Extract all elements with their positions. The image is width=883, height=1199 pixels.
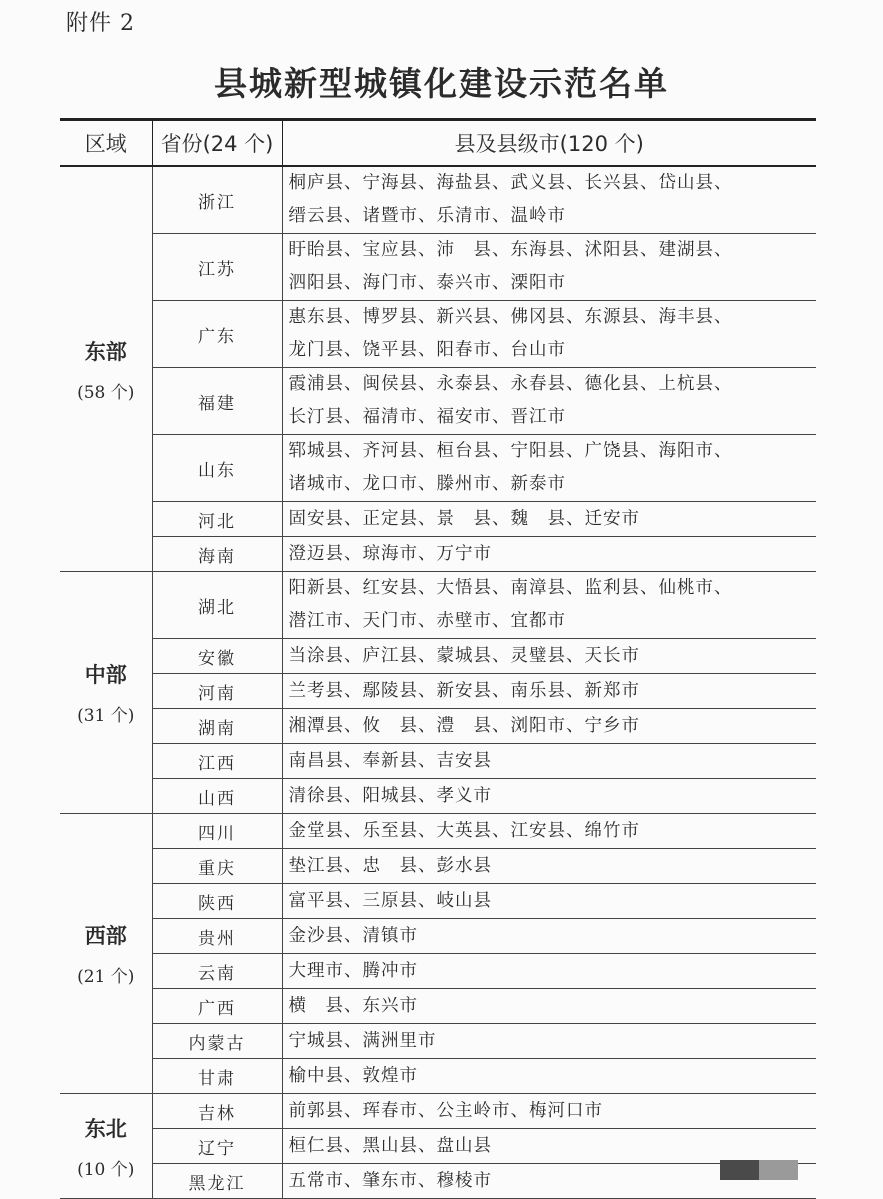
province-cell: 山东 <box>152 435 282 502</box>
header-counties: 县及县级市(120 个) <box>282 120 816 167</box>
province-cell: 广东 <box>152 301 282 368</box>
province-cell: 江西 <box>152 744 282 779</box>
province-cell: 吉林 <box>152 1094 282 1129</box>
counties-cell <box>282 166 816 234</box>
table-row <box>60 954 816 989</box>
county-line: 霞浦县、闽侯县、永泰县、永春县、德化县、上杭县、 <box>288 374 733 394</box>
counties-cell <box>282 435 816 502</box>
table-row <box>60 1059 816 1094</box>
counties-cell <box>282 919 816 954</box>
province-cell: 辽宁 <box>152 1129 282 1164</box>
counties-cell <box>282 1129 816 1164</box>
table-row <box>60 1024 816 1059</box>
document-title: 县城新型城镇化建设示范名单 <box>214 64 669 103</box>
region-name: 西部 <box>84 924 127 948</box>
table-row <box>60 639 816 674</box>
county-line: 湘潭县、攸 县、澧 县、浏阳市、宁乡市 <box>288 715 640 736</box>
county-line: 惠东县、博罗县、新兴县、佛冈县、东源县、海丰县、 <box>288 307 733 327</box>
province-cell: 内蒙古 <box>152 1024 282 1059</box>
county-line: 南昌县、奉新县、吉安县 <box>288 750 492 771</box>
region-cell <box>60 1094 152 1199</box>
counties-cell <box>282 674 816 709</box>
counties-cell <box>282 814 816 849</box>
county-line: 宁城县、满洲里市 <box>288 1030 437 1051</box>
province-cell: 湖北 <box>152 572 282 639</box>
counties-cell <box>282 989 816 1024</box>
counties-cell <box>282 368 816 435</box>
header-row <box>60 120 816 167</box>
table-row <box>60 1164 816 1199</box>
province-cell: 江苏 <box>152 234 282 301</box>
county-line: 大理市、腾冲市 <box>288 960 418 981</box>
county-line: 泗阳县、海门市、泰兴市、溧阳市 <box>288 273 566 293</box>
county-line: 垫江县、忠 县、彭水县 <box>288 855 492 876</box>
demonstration-list-table <box>60 118 816 1199</box>
county-line: 潜江市、天门市、赤壁市、宜都市 <box>288 611 566 631</box>
province-cell: 山西 <box>152 779 282 814</box>
county-line: 五常市、肇东市、穆棱市 <box>288 1170 492 1191</box>
counties-cell <box>282 502 816 537</box>
table-row <box>60 234 816 301</box>
county-line: 桓仁县、黑山县、盘山县 <box>288 1135 492 1156</box>
region-count: (31 个) <box>77 706 135 726</box>
counties-cell <box>282 884 816 919</box>
counties-cell <box>282 1094 816 1129</box>
region-count: (21 个) <box>77 967 135 987</box>
county-line: 桐庐县、宁海县、海盐县、武义县、长兴县、岱山县、 <box>288 173 733 193</box>
county-line: 富平县、三原县、岐山县 <box>288 890 492 911</box>
county-line: 澄迈县、琼海市、万宁市 <box>288 543 492 564</box>
table-row <box>60 884 816 919</box>
county-line: 固安县、正定县、景 县、魏 县、迁安市 <box>288 508 640 529</box>
counties-cell <box>282 849 816 884</box>
table-row <box>60 368 816 435</box>
province-cell: 重庆 <box>152 849 282 884</box>
table-body <box>60 166 816 1199</box>
table-row <box>60 779 816 814</box>
table-row <box>60 502 816 537</box>
county-line: 金堂县、乐至县、大英县、江安县、绵竹市 <box>288 820 640 841</box>
region-count: (58 个) <box>77 382 135 403</box>
table-row <box>60 674 816 709</box>
counties-cell <box>282 639 816 674</box>
province-cell: 贵州 <box>152 919 282 954</box>
table-row <box>60 919 816 954</box>
county-line: 郓城县、齐河县、桓台县、宁阳县、广饶县、海阳市、 <box>288 441 733 461</box>
province-cell: 黑龙江 <box>152 1164 282 1199</box>
province-cell: 云南 <box>152 954 282 989</box>
province-cell: 河北 <box>152 502 282 537</box>
county-line: 金沙县、清镇市 <box>288 925 418 946</box>
county-line: 前郭县、珲春市、公主岭市、梅河口市 <box>288 1100 603 1121</box>
region-cell <box>60 166 152 572</box>
counties-cell <box>282 709 816 744</box>
region-cell <box>60 814 152 1094</box>
province-cell: 河南 <box>152 674 282 709</box>
table-row <box>60 435 816 502</box>
province-cell: 福建 <box>152 368 282 435</box>
county-line: 长汀县、福清市、福安市、晋江市 <box>288 407 566 427</box>
counties-cell <box>282 537 816 572</box>
header-region: 区域 <box>60 120 152 167</box>
attachment-label: 附件 2 <box>66 11 135 36</box>
table-row <box>60 1129 816 1164</box>
counties-cell <box>282 234 816 301</box>
province-cell: 甘肃 <box>152 1059 282 1094</box>
county-line: 诸城市、龙口市、滕州市、新泰市 <box>288 474 566 494</box>
county-line: 盱眙县、宝应县、沛 县、东海县、沭阳县、建湖县、 <box>288 240 733 260</box>
counties-cell <box>282 954 816 989</box>
table-row <box>60 989 816 1024</box>
counties-cell <box>282 1059 816 1094</box>
table-row <box>60 166 816 234</box>
county-line: 缙云县、诸暨市、乐清市、温岭市 <box>288 206 566 226</box>
county-line: 阳新县、红安县、大悟县、南漳县、监利县、仙桃市、 <box>288 578 733 598</box>
county-line: 龙门县、饶平县、阳春市、台山市 <box>288 340 566 360</box>
region-cell <box>60 572 152 814</box>
table-row <box>60 814 816 849</box>
table-row <box>60 537 816 572</box>
counties-cell <box>282 744 816 779</box>
province-cell: 湖南 <box>152 709 282 744</box>
counties-cell <box>282 1024 816 1059</box>
counties-cell <box>282 301 816 368</box>
province-cell: 海南 <box>152 537 282 572</box>
table-row <box>60 572 816 639</box>
table-row <box>60 301 816 368</box>
region-name: 中部 <box>84 663 127 687</box>
region-name: 东北 <box>84 1116 127 1141</box>
counties-cell <box>282 572 816 639</box>
province-cell: 广西 <box>152 989 282 1024</box>
province-cell: 安徽 <box>152 639 282 674</box>
region-count: (10 个) <box>77 1159 135 1180</box>
table-row <box>60 709 816 744</box>
county-line: 兰考县、鄢陵县、新安县、南乐县、新郑市 <box>288 680 640 701</box>
county-line: 当涂县、庐江县、蒙城县、灵璧县、天长市 <box>288 645 640 666</box>
province-cell: 浙江 <box>152 166 282 234</box>
region-name: 东部 <box>84 339 127 364</box>
county-line: 榆中县、敦煌市 <box>288 1065 418 1086</box>
county-line: 清徐县、阳城县、孝义市 <box>288 785 492 806</box>
province-cell: 四川 <box>152 814 282 849</box>
watermark-mark <box>720 1160 798 1180</box>
table-row <box>60 744 816 779</box>
table-row <box>60 849 816 884</box>
county-line: 横 县、东兴市 <box>288 995 418 1016</box>
header-province: 省份(24 个) <box>152 120 282 167</box>
counties-cell <box>282 779 816 814</box>
province-cell: 陕西 <box>152 884 282 919</box>
table-row <box>60 1094 816 1129</box>
